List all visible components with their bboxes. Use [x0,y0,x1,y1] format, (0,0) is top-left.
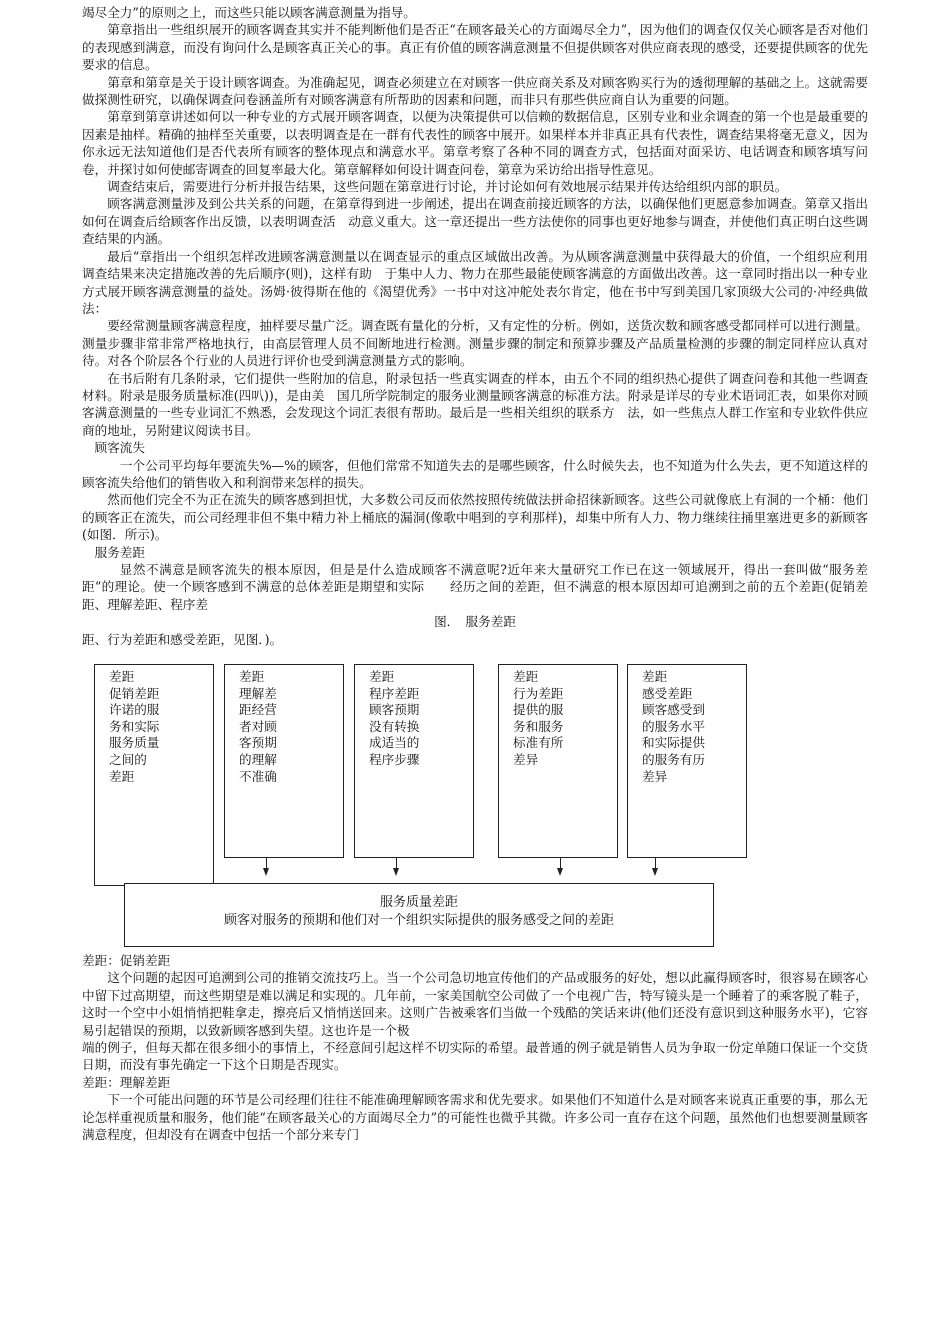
paragraph: 竭尽全力”的原则之上，而这些只能以顾客满意测量为指导。 [82,5,416,20]
gap-box-line: 成适当的 [369,735,420,751]
document-page [82,4,868,1144]
gap-box-line: 差异 [642,768,668,784]
gap-box-line: 标准有所 [513,735,564,751]
gap-box-line: 之间的 [109,752,147,767]
gap-box-line: 服务质量 [109,735,160,751]
gap-box-line: 距经营 [239,702,277,718]
gap-box-line: 差距 [239,669,265,685]
gap-box-line: 行为差距 [513,685,564,701]
body-text-top [82,4,868,648]
paragraph: 一个公司平均每年要流失%—%的顾客，但他们常常不知道失去的是哪些顾客，什么时候失去，也不知道为什么失去，更不知道这样的顾客流失给他们的销售收入和利润带来怎样的损失。 [82,457,868,490]
body-text-bottom [82,952,868,1143]
paragraph: 顾客满意测量涉及到公共关系的问题，在第章得到进一步阐述，提出在调查前接近顾客的方法，以确保他们更愿意参加调查。第章又指出如何在调查后给顾客作出反馈，以表明调查活 动意义重大。这一章还提出一些方法使你的同事也更好地参与调查，并使他们真正明白这些调查结果的内涵。 [82,196,868,247]
paragraph: 下一个可能出问题的环节是公司经理们往往不能准确理解顾客需求和优先要求。如果他们不知道什么是对顾客来说真正重要的事，那么无论怎样重视质量和服务，他们能“在顾客最关心的方面竭尽全力”的可能性也微乎其微。许多公司一直存在这个问题，虽然他们也想要测量顾客满意程度，但却没有在调查中包括一个部分来专门 [82,1092,868,1143]
paragraph: 最后“章指出一个组织怎样改进顾客满意测量以在调查显示的重点区域做出改善。为从顾客满意测量中获得最大的价值，一个组织应利用调查结果来决定措施改善的先后顺序(则)，这样有助 于集中人力、物力在那些最能使顾客满意的方面做出改善。这一章同时指出以一种专业方式展开顾客满意测量的益处。汤姆·彼得斯在他的《渴望优秀》一书中对这冲舵处表尔肯定，他在书中写到美国几家顶级大公司的·冲经典做法： [82,248,868,316]
gap-box-line: 的理解 [239,752,277,767]
gap-box-line: 程序步骤 [369,752,420,767]
gap-box-line: 差距 [642,669,668,685]
paragraph: 要经常测量顾客满意程度，抽样要尽量广泛。调查既有量化的分析，又有定性的分析。例如，送货次数和顾客感受都同样可以进行测量。测量步骤非常非常严格地执行，由高层管理人员不间断地进行检测。测量步骤的制定和预算步骤及产品质量检测的步骤的制定同样应认真对待。对各个阶层各个行业的人员进行评价也受到满意测量方式的影响。 [82,318,868,369]
paragraph: 第章和第章是关于设计顾客调查。为准确起见，调查必须建立在对顾客一供应商关系及对顾客购买行为的透彻理解的基础之上。这就需要做探测性研究，以确保调查问卷涵盖所有对顾客满意有所帮助的因素和问题，而非只有那些供应商自认为重要的问题。 [82,74,868,108]
service-gap-diagram [82,650,868,952]
gap-box-line: 和实际提供 [642,735,705,751]
gap-box-behavior [498,664,618,858]
gap-box-line: 客预期 [239,735,277,751]
gap-box-line: 理解差 [239,685,277,701]
gap-box-line: 差距 [109,669,135,685]
arrow-head-5 [652,868,658,876]
paragraph: 这个问题的起因可追溯到公司的推销交流技巧上。当一个公司急切地宣传他们的产品或服务的好处，想以此赢得顾客时，很容易在顾客心中留下过高期望，而这些期望是难以满足和实现的。几年前，一家美国航空公司做了一个电视广告，特写镜头是一个睡着了的乘客脱了鞋子，这时一个空中小姐悄悄把鞋拿走，擦亮后又悄悄送回来。这则广告被乘客们当做一个残酷的笑话来讲(他们还没有意识到这种服务水平)，它容易引起错误的预期，以致新顾客感到失望。这也许是一个极 [82,970,868,1038]
service-quality-gap-text: 顾客对服务的预期和他们对一个组织实际提供的服务感受之间的差距 [223,913,614,929]
gap-box-line: 顾客预期 [369,702,420,718]
gap-box-line: 差距 [109,768,135,784]
paragraph: 差距：理解差距 [82,1074,171,1090]
gap-box-line: 不准确 [239,768,277,784]
paragraph: 图． 服务差距 [434,614,516,630]
paragraph: 端的例子，但每天都在很多细小的事情上，不经意间引起这样不切实际的希望。最普通的例子就是销售人员为争取一份定单随口保证一个交货日期，而没有事先确定一下这个日期是否现实。 [82,1040,868,1073]
gap-box-line: 务和服务 [513,718,564,734]
gap-box-promotion [94,664,214,886]
gap-box-line: 程序差距 [369,685,420,701]
gap-box-line: 顾客感受到 [642,702,705,718]
service-quality-gap-box [124,883,714,947]
gap-box-line: 许诺的服 [109,702,160,718]
paragraph: 第章指出一些组织展开的顾客调查其实并不能判断他们是否正“在顾客最关心的方面竭尽全力”，因为他们的调查仅仅关心顾客是否对他们的表现感到满意，而没有询问什么是顾客真正关心的事。真正有价值的顾客满意测量不但提供顾客对供应商表现的感受，还要提供顾客的优先要求的信息。 [82,22,868,73]
arrow-head-3 [393,868,399,876]
service-quality-gap-title: 服务质量差距 [379,895,458,911]
gap-box-line: 差距 [513,669,539,685]
arrow-head-2 [263,868,269,876]
section-heading: 服务差距 [94,544,145,560]
gap-box-line: 差异 [513,752,539,767]
gap-box-line: 的服务水平 [642,718,705,734]
section-heading: 顾客流失 [94,440,145,456]
paragraph: 第章到第章讲述如何以一种专业的方式展开顾客调查，以便为决策提供可以信赖的数据信息，区别专业和业余调查的第一个也是最重要的因素是抽样。精确的抽样至关重要，以表明调查是在一群有代表性的顾客中展开。如果样本并非真正具有代表性，调查结果将毫无意义，因为你永远无法知道他们是否代表所有顾客的整体现点和满意水平。第章考察了各种不同的调查方式，包括面对面采访、电话调查和顾客填写问卷，并探讨如何使邮寄调查的回复率最大化。第章解释如何设计调查问卷，第章为采访给出指导性意见。 [82,109,868,177]
gap-box-line: 差距 [369,669,395,685]
gap-box-procedure [354,664,474,858]
gap-box-understanding [224,664,344,858]
gap-box-line: 的服务有历 [642,752,705,767]
gap-box-perception [627,664,747,858]
gap-box-line: 感受差距 [642,685,693,701]
arrow-head-4 [557,868,563,876]
gap-box-line: 促销差距 [109,685,160,701]
gap-box-line: 务和实际 [109,718,160,734]
paragraph: 显然不满意是顾客流失的根本原因，但是是什么造成顾客不满意呢?近年来大量研究工作已在这一领域展开，得出一套叫做“服务差距”的理论。使一个顾客感到不满意的总体差距是期望和实际 经历之间的差距，但不满意的根本原因却可追溯到之前的五个差距(促销差距、理解差距、程序差 [82,562,868,612]
paragraph: 调查结束后，需要进行分析并报告结果，这些问题在第章进行讨论，并讨论如何有效地展示结果并传达给组织内部的职员。 [107,179,788,195]
paragraph: 距、行为差距和感受差距，见图．)。 [82,631,283,647]
paragraph: 在书后附有几条附录，它们提供一些附加的信息，附录包括一些真实调查的样本，由五个不同的组织热心提供了调查问卷和其他一些调查材料。附录是服务质量标准(四叭))，是由美 国几所学院制定的服务业测量顾客满意的标准方法。附录是详尽的专业术语词汇表，如果你对顾客满意测量的一些专业词汇不熟悉，会发现这个词汇表很有帮助。最后是一些相关组织的联系方 法，如一些焦点人群工作室和专业软件供应商的地址，另附建议阅读书目。 [82,370,868,438]
gap-box-line: 提供的服 [513,702,564,718]
paragraph: 差距：促销差距 [82,953,171,969]
gap-box-line: 者对顾 [239,718,277,734]
gap-box-line: 没有转换 [369,718,420,734]
paragraph: 然而他们完全不为正在流失的顾客感到担忧，大多数公司反而依然按照传统做法拼命招徕新顾客。这些公司就像底上有洞的一个桶：他们的顾客正在流失，而公司经理非但不集中精力补上桶底的漏洞(像歌中唱到的亨利那样)，却集中所有人力、物力继续往捅里塞进更多的新顾客(如图．所示)。 [82,492,868,543]
